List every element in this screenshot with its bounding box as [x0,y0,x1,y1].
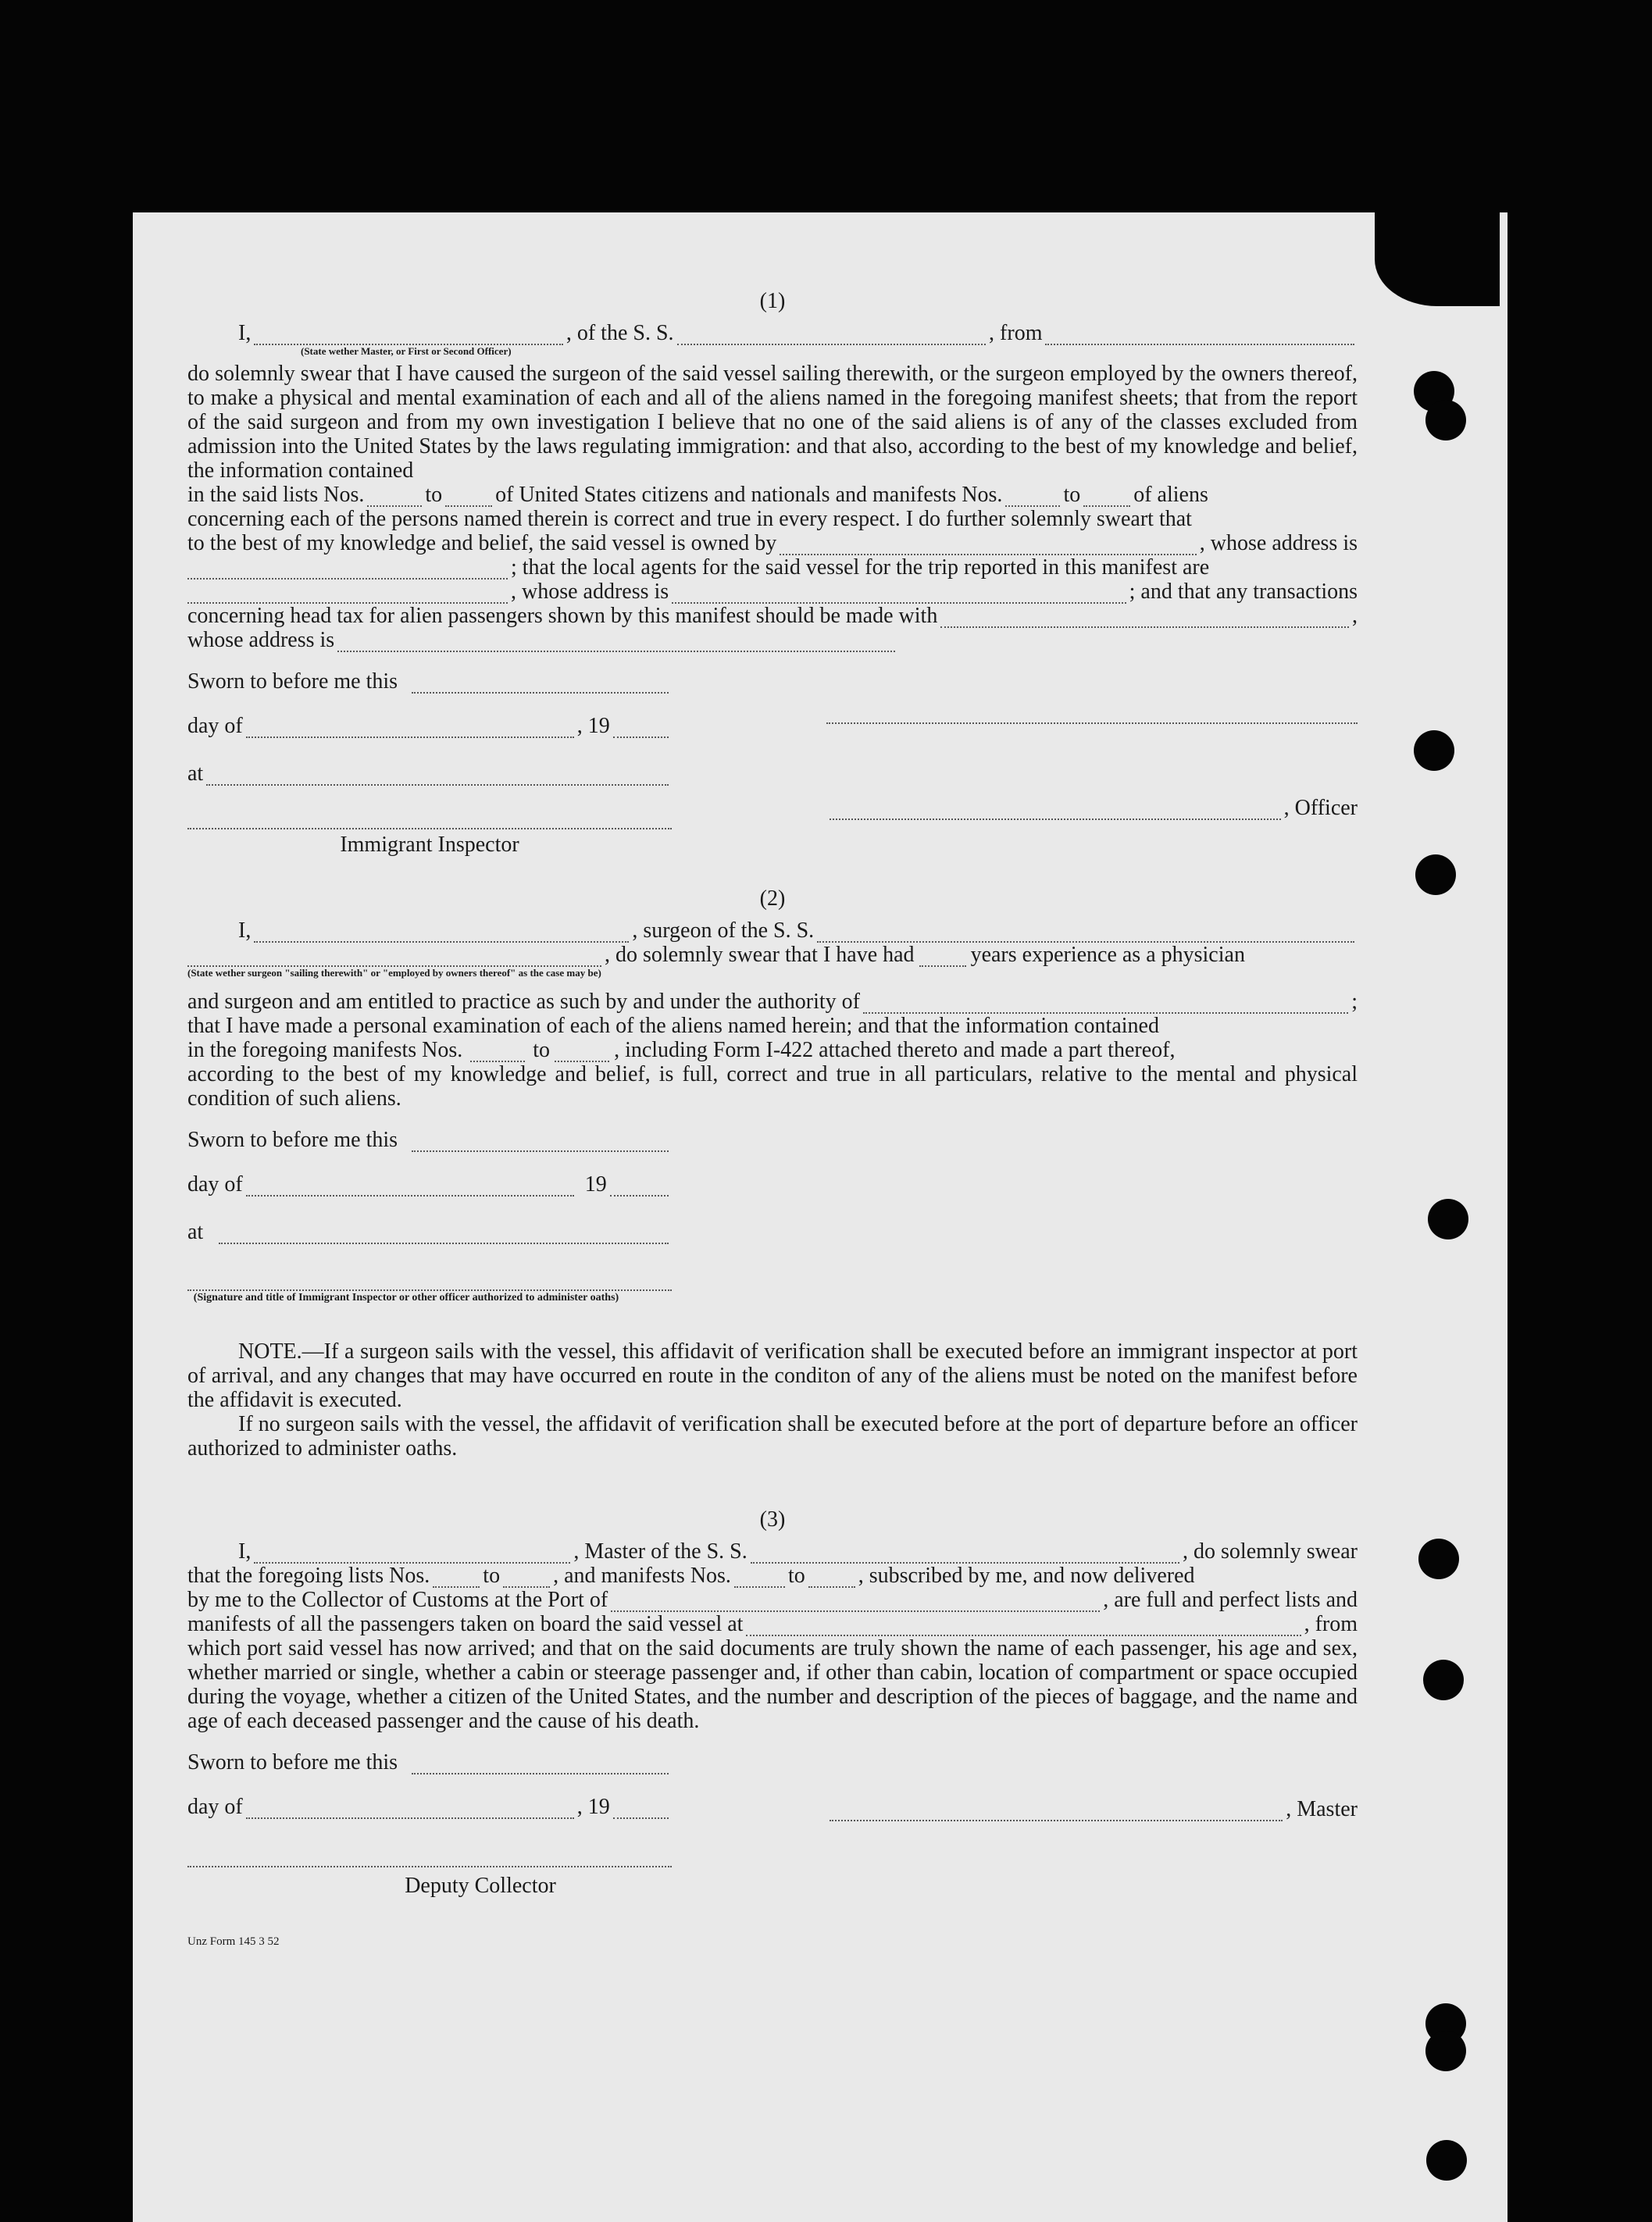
text: , whose address is [1199,531,1358,555]
sworn-day-field[interactable] [412,676,669,694]
text: ; that the local agents for the said vessel for the trip reported in this manifest are [511,555,1210,580]
owner-line [187,531,1358,555]
torn-corner [1375,212,1500,306]
month-field[interactable] [246,721,574,738]
text: that the foregoing lists Nos. [187,1564,430,1588]
text: 19 [584,1172,607,1197]
year-field[interactable] [613,721,669,738]
paragraph: do solemnly swear that I have caused the surgeon of the said vessel sailing therewith, or the surgeon employed by the owners thereof, to make a physical and mental examination of each and all of the aliens named in the foregoing manifest sheets; that from the report of the said surgeon and from my own investigation I believe that no one of the said aliens is of any of the classes excluded from admission into the United States by the laws regulating immigration: and that also, according to the best of my knowledge and belief, the information contained [187,362,1358,483]
surgeon-name-field[interactable] [254,926,629,943]
day-line [187,1795,672,1819]
text: at [187,1220,204,1244]
sworn-day-field[interactable] [412,1135,669,1152]
text: to [533,1038,551,1062]
text: day of [187,1795,243,1819]
text: , do solemnly swear that I have had [605,943,915,967]
text: , 19 [576,714,610,738]
note-paragraph: If no surgeon sails with the vessel, the affidavit of verification shall be executed before at the port of departure before an officer authorized to administer oaths. [187,1412,1358,1461]
sworn-line [187,669,672,694]
master-name-field[interactable] [254,1546,570,1564]
field-note: (State wether Master, or First or Second Officer) [301,345,512,357]
embarkation-field[interactable] [746,1619,1301,1636]
text: concerning head tax for alien passengers shown by this manifest should be made with [187,604,938,628]
list-from-field[interactable] [367,491,422,507]
list-to-field[interactable] [445,491,492,507]
signature-note: (Signature and title of Immigrant Inspector or other officer authorized to administer oaths) [193,1292,619,1304]
port-line [187,1588,1358,1612]
section-number: (2) [759,886,786,911]
signature-block [187,669,1358,872]
sworn-line [187,1750,672,1774]
whose-address-line [187,628,898,652]
manifest-to-field[interactable] [555,1047,609,1062]
officer-line [826,796,1358,820]
head-tax-line [187,604,1358,628]
label-from: , from [989,321,1043,345]
sworn-day-field[interactable] [412,1757,669,1774]
text: , do solemnly swear [1183,1539,1358,1564]
text: ; [1351,990,1358,1014]
section-number: (3) [759,1507,786,1532]
text: in the said lists Nos. [187,483,365,507]
text: Sworn to before me this [187,669,398,694]
text: , are full and perfect lists and [1103,1588,1358,1612]
manifest-to-field[interactable] [1083,491,1130,507]
section-number: (1) [759,289,786,313]
taken-line [187,1612,1358,1636]
text: I, [238,1539,252,1564]
master-column [826,1750,1358,1821]
text: and surgeon and am entitled to practice as such by and under the authority of [187,990,860,1014]
day-line [187,714,672,738]
affidavit-text [187,289,1358,1954]
text: whose address is [187,628,335,652]
surgeon-line [187,918,1358,943]
sworn-column [187,1128,672,1304]
field-note: (State wether surgeon "sailing therewith" or "employed by owners thereof" as the case may be) [187,967,601,979]
sworn-column [187,669,672,857]
text: to [425,483,443,507]
master-line [187,1539,1358,1564]
master-signature-line [826,1797,1358,1821]
inspector-signature-field[interactable] [187,814,672,829]
surgeon-vessel-field[interactable] [817,926,1354,943]
signature-block [187,1128,1358,1335]
text: to the best of my knowledge and belief, the said vessel is owned by [187,531,777,555]
text: , Master [1286,1797,1358,1821]
head-tax-field[interactable] [940,611,1349,628]
binder-hole [1428,1199,1468,1239]
collector-title: Deputy Collector [405,1874,556,1898]
manifest-from-field[interactable] [734,1572,785,1588]
sworn-column [187,1750,672,1898]
text: manifests of all the passengers taken on board the said vessel at [187,1612,744,1636]
year-field[interactable] [613,1802,669,1819]
text: in the foregoing manifests Nos. [187,1038,463,1062]
owner-field[interactable] [780,538,1197,555]
at-field[interactable] [219,1227,669,1244]
master-signature-field[interactable] [830,1804,1283,1821]
binder-hole [1414,730,1454,771]
text: day of [187,714,243,738]
text: at [187,761,204,786]
manifest-from-field[interactable] [470,1047,525,1062]
binder-hole [1426,2140,1467,2181]
binder-hole [1425,400,1466,440]
paragraph: concerning each of the persons named therein is correct and true in every respect. I do further solemnly sweart that [187,507,1192,531]
text: , 19 [576,1795,610,1819]
text: , subscribed by me, and now delivered [858,1564,1195,1588]
officer-column [826,669,1358,820]
name-field[interactable] [254,328,563,345]
lists-line [187,1564,1358,1588]
owner-address-field[interactable] [187,564,508,580]
agents-address-line [187,580,1358,604]
text: day of [187,1172,243,1197]
binder-hole [1423,1660,1464,1700]
text: by me to the Collector of Customs at the Port of [187,1588,608,1612]
from-field[interactable] [1045,328,1354,345]
experience-line [187,943,1358,967]
lists-line [187,483,1358,507]
text: Sworn to before me this [187,1750,398,1774]
collector-signature-field[interactable] [187,1852,672,1867]
signature-block [187,1750,1358,1922]
text: to [483,1564,501,1588]
text: to [1063,483,1081,507]
vessel-field[interactable] [751,1546,1179,1564]
master-line [187,321,1358,345]
signature-field[interactable] [826,708,1358,724]
text: I, [238,918,252,943]
text: , including Form I-422 attached thereto and made a part thereof, [614,1038,1176,1062]
text: , and manifests Nos. [553,1564,731,1588]
text: , Officer [1283,796,1358,820]
at-field[interactable] [206,769,669,786]
vessel-field[interactable] [677,328,987,345]
text: , whose address is [511,580,669,604]
form-number: Unz Form 145 3 52 [187,1935,280,1948]
binder-hole [1415,854,1456,895]
label-of-ss: , of the S. S. [566,321,674,345]
text: of United States citizens and nationals and manifests Nos. [495,483,1003,507]
agents-line [187,555,1358,580]
label-i: I, [238,321,252,345]
list-to-field[interactable] [503,1572,550,1588]
text: years experience as a physician [970,943,1245,967]
port-field[interactable] [611,1595,1100,1612]
text: to [787,1564,805,1588]
text: , surgeon of the S. S. [632,918,815,943]
authority-line [187,990,1358,1014]
text: , [1352,604,1358,628]
paragraph: according to the best of my knowledge and belief, is full, correct and true in all particulars, relative to the mental and physical condition of such aliens. [187,1062,1358,1111]
manifest-from-field[interactable] [1005,491,1060,507]
text: , from [1304,1612,1358,1636]
authority-field[interactable] [863,997,1348,1014]
at-line [187,761,672,786]
text: ; and that any transactions [1129,580,1358,604]
day-line [187,1172,672,1197]
binder-hole [1425,2031,1466,2071]
text: , Master of the S. S. [573,1539,748,1564]
head-tax-address-field[interactable] [337,635,895,652]
inspector-signature-field[interactable] [187,1275,672,1291]
agents-field[interactable] [187,588,508,604]
manifest-to-field[interactable] [808,1572,855,1588]
paragraph: that I have made a personal examination of each of the aliens named herein; and that the information contained [187,1014,1159,1038]
note-paragraph: NOTE.—If a surgeon sails with the vessel, this affidavit of verification shall be executed before an immigrant inspector at port of arrival, and any changes that may have occurred en route in the conditon of any of the aliens must be noted on the manifest before the affidavit is executed. [187,1339,1358,1412]
inspector-title: Immigrant Inspector [340,833,519,857]
sworn-line [187,1128,672,1152]
text: of aliens [1133,483,1208,507]
year-field[interactable] [610,1179,669,1197]
paragraph: which port said vessel has now arrived; and that on the said documents are truly shown the name of each passenger, his age and sex, whether married or single, whether a cabin or steerage passenger and, if other than cabin, location of compartment or space occupied during the voyage, whether a citizen of the United States, and the number and description of the pieces of baggage, and the name and age of each deceased passenger and the cause of his death. [187,1636,1358,1733]
list-from-field[interactable] [433,1572,480,1588]
text: Sworn to before me this [187,1128,398,1152]
binder-hole [1418,1539,1459,1579]
agents-address-field[interactable] [672,587,1126,604]
surgeon-status-field[interactable] [187,950,601,967]
month-field[interactable] [246,1179,574,1197]
manifest-nos-line [187,1038,1358,1062]
years-field[interactable] [919,951,966,967]
at-line [187,1220,672,1244]
officer-signature-field[interactable] [830,803,1281,820]
month-field[interactable] [246,1802,574,1819]
